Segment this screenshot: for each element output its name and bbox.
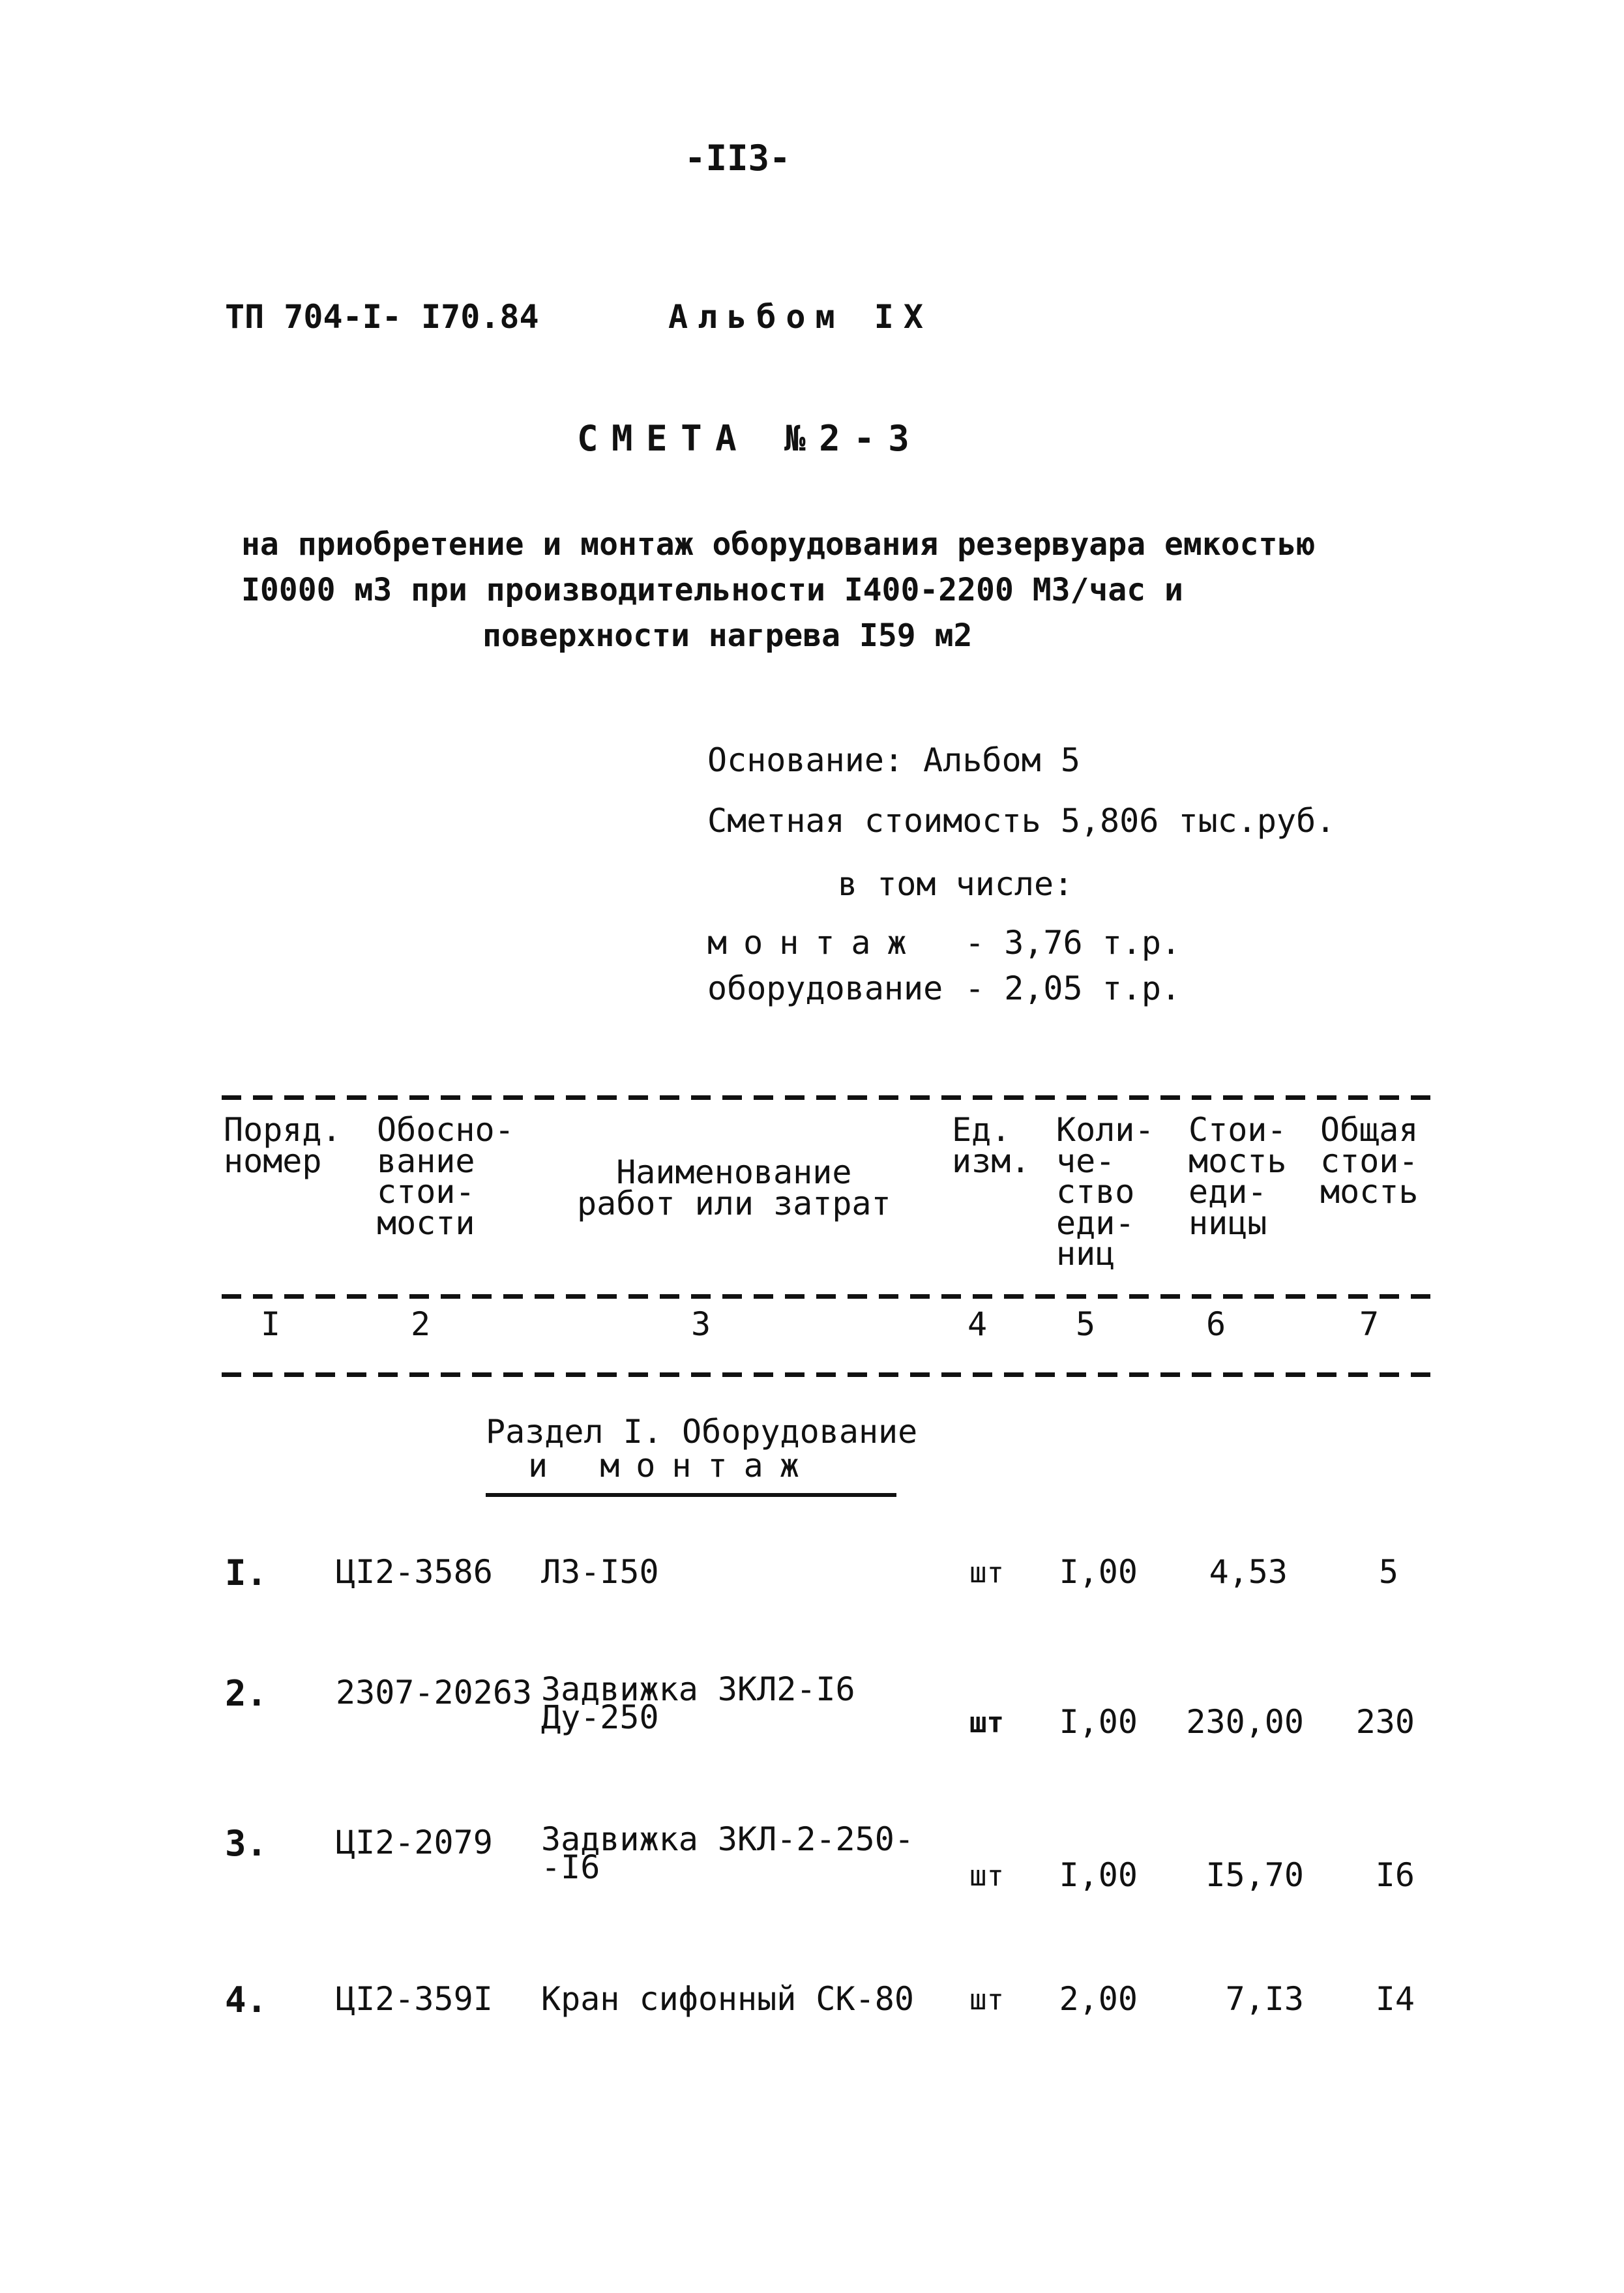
row-quantity: 2,00: [1059, 1980, 1138, 2018]
row-code: ЦI2-359I: [336, 1980, 493, 2018]
row-unit-price: I5,70: [1205, 1856, 1304, 1894]
table-numbers-rule: [222, 1372, 1436, 1377]
montage-value: - 3,76 т.р.: [965, 924, 1181, 962]
row-name: Задвижка ЗКЛ2-I6 Ду-250: [541, 1670, 855, 1736]
row-quantity: I,00: [1059, 1553, 1138, 1591]
column-number-7: 7: [1359, 1305, 1380, 1343]
header-work-name: Наименование работ или затрат: [577, 1153, 891, 1222]
estimated-cost-line: Сметная стоимость 5,806 тыс.руб.: [707, 802, 1336, 840]
header-unit-cost: Стои- мость еди- ницы: [1188, 1111, 1287, 1242]
column-number-2: 2: [411, 1305, 431, 1343]
column-number-4: 4: [967, 1305, 988, 1343]
subtitle-line-3: поверхности нагрева I59 м2: [482, 617, 973, 654]
table-header-rule: [222, 1294, 1436, 1299]
column-number-5: 5: [1076, 1305, 1096, 1343]
row-code: ЦI2-3586: [336, 1553, 493, 1591]
header-order-number: Поряд. номер: [224, 1111, 342, 1180]
column-number-6: 6: [1206, 1305, 1226, 1343]
row-name: Задвижка ЗКЛ-2-250- -I6: [541, 1820, 914, 1886]
equipment-value: - 2,05 т.р.: [965, 969, 1181, 1007]
page-number: -II3-: [685, 138, 791, 179]
row-quantity: I,00: [1059, 1703, 1138, 1741]
row-number: 4.: [225, 1979, 268, 2020]
row-unit: шт: [969, 1859, 1004, 1893]
row-name: ЛЗ-I50: [541, 1553, 659, 1591]
including-label: в том числе:: [838, 865, 1074, 903]
row-quantity: I,00: [1059, 1856, 1138, 1894]
row-unit: шт: [969, 1556, 1004, 1590]
row-name: Кран сифонный СК-80: [541, 1980, 914, 2018]
row-number: 3.: [225, 1823, 268, 1864]
section-heading: Раздел I. Оборудование: [486, 1413, 918, 1451]
row-unit: шт: [969, 1983, 1004, 2017]
row-unit: шт: [969, 1706, 1004, 1739]
basis-line: Основание: Альбом 5: [707, 741, 1080, 779]
row-code: ЦI2-2079: [336, 1824, 493, 1861]
row-unit-price: 7,I3: [1225, 1980, 1304, 2018]
row-total: I4: [1375, 1980, 1415, 2018]
row-number: 2.: [225, 1673, 268, 1714]
row-total: 5: [1378, 1553, 1398, 1591]
row-unit-price: 4,53: [1209, 1553, 1288, 1591]
row-total: I6: [1375, 1856, 1415, 1894]
montage-label: монтаж: [707, 924, 923, 962]
subtitle-line-2: I0000 м3 при производительности I400-2200 М3/час и: [241, 572, 1183, 608]
section-subheading: и монтаж: [528, 1447, 816, 1485]
header-cost-basis: Обосно- вание стои- мости: [377, 1111, 514, 1242]
header-total-cost: Общая стои- мость: [1320, 1111, 1419, 1211]
subtitle-line-1: на приобретение и монтаж оборудования резервуара емкостью: [241, 526, 1316, 563]
equipment-label: оборудование: [707, 969, 943, 1007]
table-top-rule: [222, 1095, 1436, 1100]
album-label: Альбом IX: [668, 298, 933, 336]
section-underline: [486, 1493, 896, 1497]
row-code: 2307-20263: [336, 1674, 533, 1711]
column-number-3: 3: [691, 1305, 711, 1343]
header-quantity: Коли- че- ство еди- ниц: [1056, 1111, 1155, 1273]
document-code: ТП 704-I- I70.84: [225, 298, 539, 336]
document-title: СМЕТА №2-3: [577, 418, 923, 459]
row-number: I.: [225, 1552, 268, 1593]
column-number-1: I: [261, 1305, 281, 1343]
row-total: 230: [1355, 1703, 1415, 1741]
row-unit-price: 230,00: [1186, 1703, 1304, 1741]
header-unit: Ед. изм.: [952, 1111, 1031, 1180]
